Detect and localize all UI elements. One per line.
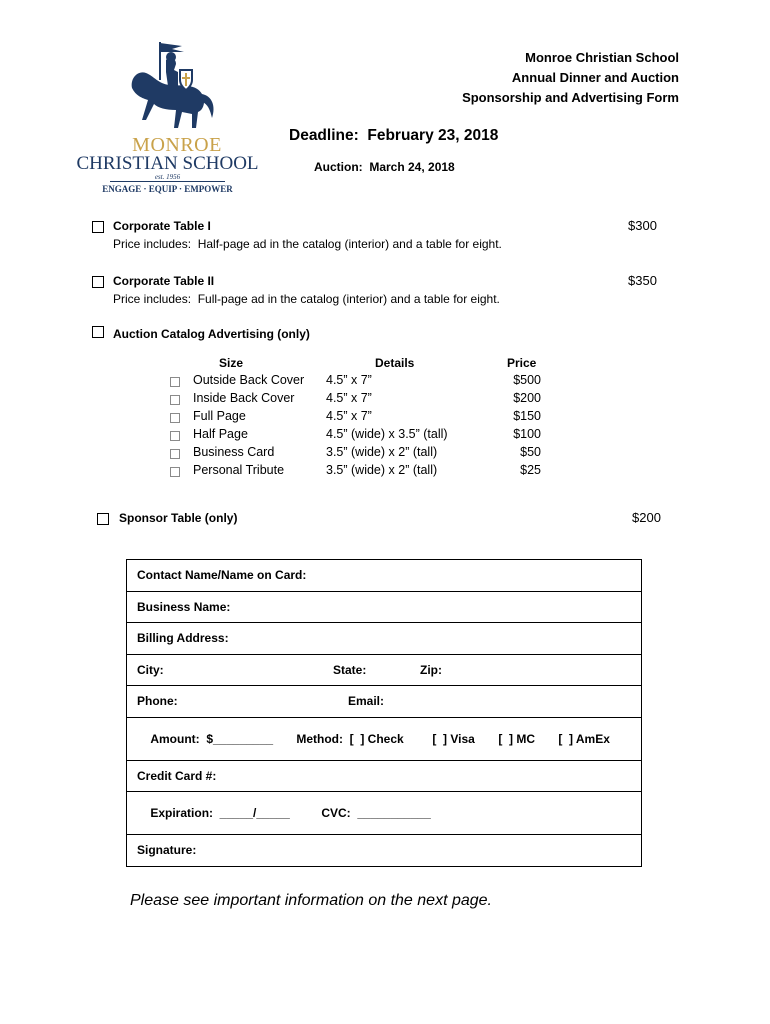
method-mc-option[interactable]: [ ] MC — [498, 731, 535, 746]
sponsor-table-title: Sponsor Table (only) — [119, 511, 238, 525]
city-label: City: — [137, 662, 164, 677]
catalog-header-details: Details — [375, 356, 415, 370]
catalog-size: Personal Tribute — [193, 463, 285, 477]
corporate-table-1-checkbox[interactable] — [92, 221, 104, 233]
catalog-details: 3.5” (wide) x 2” (tall) — [326, 445, 438, 459]
phone-email-row[interactable] — [127, 686, 642, 718]
catalog-size: Outside Back Cover — [193, 373, 305, 387]
catalog-size: Full Page — [193, 409, 246, 423]
catalog-details: 4.5” x 7” — [326, 373, 372, 387]
catalog-details: 4.5” (wide) x 3.5” (tall) — [326, 427, 448, 441]
catalog-advertising-title: Auction Catalog Advertising (only) — [113, 327, 310, 341]
catalog-price: $50 — [520, 445, 541, 459]
catalog-advertising-checkbox[interactable] — [92, 326, 104, 338]
catalog-header-price: Price — [507, 356, 537, 370]
corporate-table-2-description: Price includes: Full-page ad in the catalog (interior) and a table for eight. — [113, 292, 500, 306]
email-label: Email: — [348, 694, 385, 709]
billing-address-label: Billing Address: — [137, 631, 229, 646]
footer-note: Please see important information on the next page. — [130, 892, 492, 909]
sponsor-table-checkbox[interactable] — [97, 513, 109, 525]
catalog-option-checkbox[interactable] — [170, 449, 180, 459]
logo-divider — [110, 181, 225, 182]
corporate-table-1-price: $300 — [628, 218, 657, 233]
sponsor-table-price: $200 — [632, 510, 661, 525]
corporate-table-1-description: Price includes: Half-page ad in the catalog (interior) and a table for eight. — [113, 237, 502, 251]
header-school-name: Monroe Christian School — [525, 50, 679, 65]
expiration-field[interactable]: Expiration: _____/_____ — [150, 806, 290, 820]
contact-name-label: Contact Name/Name on Card: — [137, 568, 307, 583]
amount-method-row[interactable] — [127, 717, 642, 760]
catalog-option-checkbox[interactable] — [170, 467, 180, 477]
header-event-name: Annual Dinner and Auction — [511, 70, 679, 85]
knight-on-horse-icon — [120, 40, 220, 132]
logo-name-line2: CHRISTIAN SCHOOL — [76, 153, 259, 174]
catalog-option-checkbox[interactable] — [170, 377, 180, 387]
credit-card-label: Credit Card #: — [137, 768, 217, 783]
catalog-option-checkbox[interactable] — [170, 395, 180, 405]
business-name-field[interactable] — [127, 591, 642, 623]
state-label: State: — [333, 662, 367, 677]
amount-field[interactable]: Amount: $_________ — [150, 731, 274, 746]
logo-name-line1: MONROE — [132, 134, 222, 156]
header-form-title: Sponsorship and Advertising Form — [462, 90, 679, 105]
school-logo — [70, 40, 265, 200]
zip-label: Zip: — [420, 662, 442, 677]
contact-name-field[interactable] — [127, 560, 642, 592]
signature-field[interactable] — [127, 835, 642, 867]
corporate-table-2-price: $350 — [628, 273, 657, 288]
credit-card-field[interactable] — [127, 760, 642, 792]
corporate-table-2-title: Corporate Table II — [113, 274, 215, 288]
business-name-label: Business Name: — [137, 599, 231, 614]
payment-form — [126, 559, 642, 867]
corporate-table-2-checkbox[interactable] — [92, 276, 104, 288]
catalog-price: $200 — [513, 391, 541, 405]
method-check-option[interactable]: Method: [ ] Check — [296, 731, 404, 746]
catalog-price: $500 — [513, 373, 541, 387]
catalog-size: Inside Back Cover — [193, 391, 295, 405]
catalog-price: $100 — [513, 427, 541, 441]
logo-tagline: ENGAGE · EQUIP · EMPOWER — [102, 184, 233, 194]
catalog-size: Business Card — [193, 445, 275, 459]
method-visa-option[interactable]: [ ] Visa — [432, 731, 475, 746]
catalog-option-checkbox[interactable] — [170, 431, 180, 441]
catalog-price: $25 — [520, 463, 541, 477]
catalog-size: Half Page — [193, 427, 248, 441]
corporate-table-1-title: Corporate Table I — [113, 219, 211, 233]
catalog-details: 3.5” (wide) x 2” (tall) — [326, 463, 438, 477]
catalog-header-size: Size — [219, 356, 244, 370]
catalog-option-checkbox[interactable] — [170, 413, 180, 423]
expiration-cvc-row[interactable] — [127, 792, 642, 835]
logo-est: est. 1956 — [154, 173, 181, 181]
cvc-field[interactable]: CVC: ___________ — [321, 806, 431, 820]
catalog-details: 4.5” x 7” — [326, 409, 372, 423]
deadline: Deadline: February 23, 2018 — [289, 127, 499, 144]
method-amex-option[interactable]: [ ] AmEx — [558, 731, 610, 746]
billing-address-field[interactable] — [127, 623, 642, 655]
city-state-zip-row[interactable] — [127, 654, 642, 686]
catalog-price: $150 — [513, 409, 541, 423]
auction-date: Auction: March 24, 2018 — [314, 160, 455, 174]
phone-label: Phone: — [137, 694, 178, 709]
catalog-details: 4.5” x 7” — [326, 391, 372, 405]
signature-label: Signature: — [137, 843, 197, 858]
